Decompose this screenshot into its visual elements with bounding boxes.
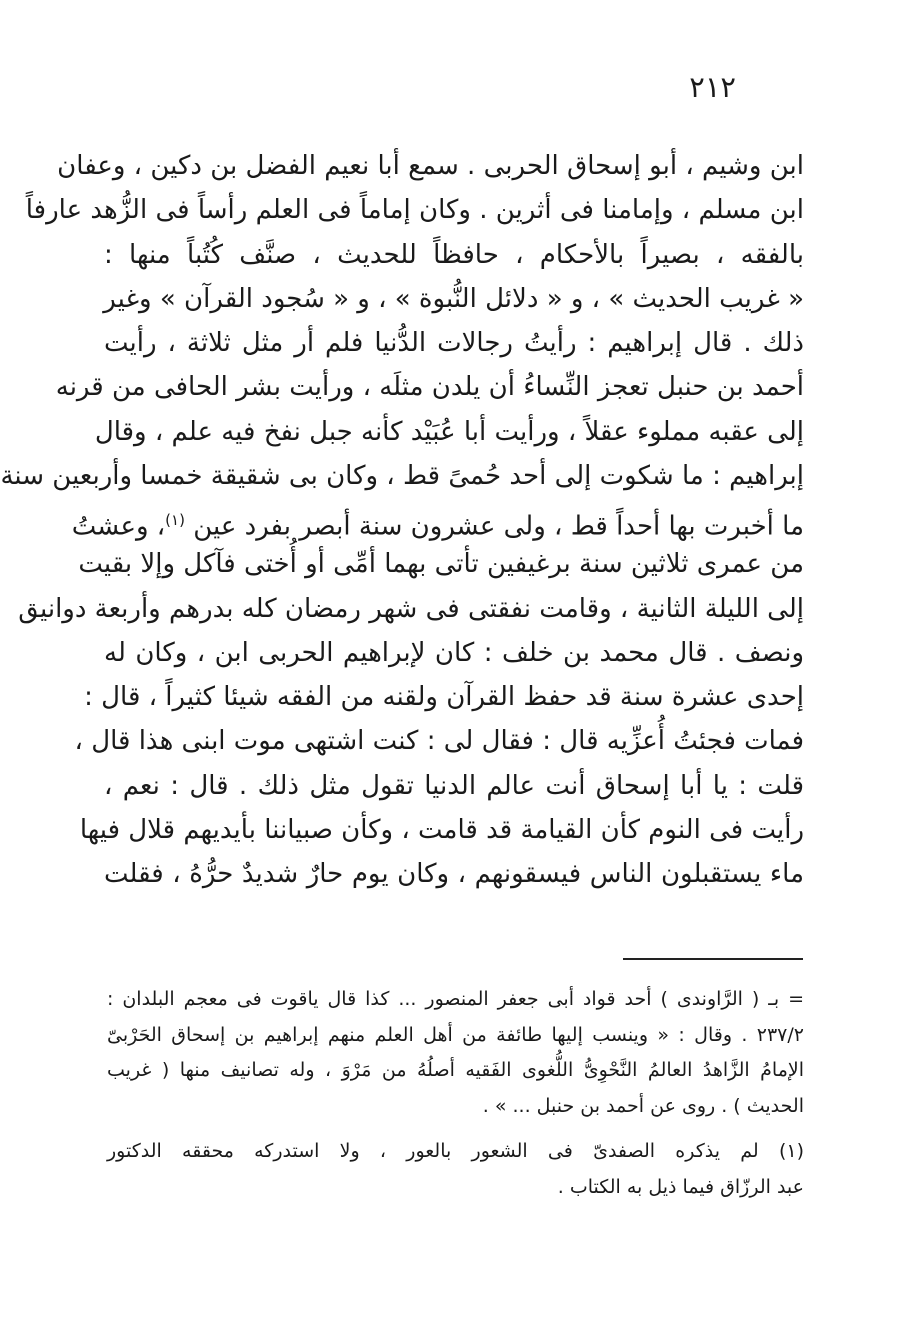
footnote-line: = بـ ( الرَّاوندى ) أحد قواد أبى جعفر المنصور ... كذا قال ياقوت فى معجم البلدان : <box>107 988 804 1010</box>
text-line: إبراهيم : ما شكوت إلى أحد حُمىً قط ، وكان بى شقيقة خمسا وأربعين سنة <box>0 460 804 491</box>
text-line: أحمد بن حنبل تعجز النِّساءُ أن يلدن مثلَه ، ورأيت بشر الحافى من قرنه <box>55 372 804 403</box>
text-line: ونصف . قال محمد بن خلف : كان لإبراهيم الحربى ابن ، وكان له <box>104 637 804 668</box>
text-segment: ما أخبرت بها أحداً قط ، ولى عشرون سنة أبصر بفرد عين <box>193 511 804 542</box>
text-line: فمات فجئتُ أُعزِّيه قال : فقال لى : كنت اشتهى موت ابنى هذا قال ، <box>74 726 804 757</box>
text-line: إلى عقبه مملوء عقلاً ، ورأيت أبا عُبَيْد كأنه جبل نفخ فيه علم ، وقال <box>94 416 804 447</box>
footnote-line: عبد الرزّاق فيما ذيل به الكتاب . <box>557 1175 804 1198</box>
text-line: « غريب الحديث » ، و « دلائل النُّبوة » ، و « سُجود القرآن » وغير <box>103 283 804 314</box>
text-line: ابن وشيم ، أبو إسحاق الحربى . سمع أبا نعيم الفضل بن دكين ، وعفان <box>57 151 804 181</box>
footnote-line: (١) لم يذكره الصفدىّ فى الشعور بالعور ، ولا استدركه محققه الدكتور <box>107 1140 804 1162</box>
text-line: إحدى عشرة سنة قد حفظ القرآن ولقنه من الفقه شيئا كثيراً ، قال : <box>84 682 804 712</box>
footnote-separator <box>623 958 803 960</box>
text-line: ذلك . قال إبراهيم : رأيتُ رجالات الدُّنيا فلم أر مثل ثلاثة ، رأيت <box>104 328 804 358</box>
footnote-marker: (١) <box>165 511 185 529</box>
footnote-gap <box>107 1124 804 1134</box>
footnote-line: الإمامُ الزَّاهدُ العالمُ النَّحْوِىُّ اللُّغوى الفَقيه أصلُهُ من مَرْوَ ، وله تصانيف منها ( غريب <box>107 1059 804 1081</box>
text-line: إلى الليلة الثانية ، وقامت نفقتى فى شهر رمضان كله بدرهم وأربعة دوانيق <box>18 593 804 624</box>
text-line: ابن مسلم ، وإمامنا فى أثرين . وكان إماماً فى العلم رأساً فى الزُّهد عارفاً <box>25 195 804 226</box>
text-line-with-footnote-ref <box>71 498 804 542</box>
text-line: بالفقه ، بصيراً بالأحكام ، حافظاً للحديث ، صنَّف كُتُباً منها : <box>104 239 804 270</box>
main-text <box>0 144 804 896</box>
footnote-line: الحديث ) . روى عن أحمد بن حنبل ... » . <box>482 1094 804 1117</box>
text-line: ماء يستقبلون الناس فيسقونهم ، وكان يوم حارٌ شديدٌ حرُّهُ ، فقلت <box>104 859 804 889</box>
text-segment: ، وعشتُ <box>71 511 166 542</box>
footnote-line: ٢٣٧/٢ . وقال : « وينسب إليها طائفة من أهل العلم منهم إبراهيم بن إسحاق الحَرْبىّ <box>107 1023 804 1046</box>
text-line: رأيت فى النوم كأن القيامة قد قامت ، وكأن صبياننا بأيديهم قلال فيها <box>79 814 804 845</box>
text-line: من عمرى ثلاثين سنة برغيفين تأتى بهما أمِّى أو أُختى فآكل وإلا بقيت <box>78 549 804 580</box>
footnotes <box>107 982 804 1205</box>
page-number: ٢١٢ <box>689 70 736 104</box>
text-line: قلت : يا أبا إسحاق أنت عالم الدنيا تقول مثل ذلك . قال : نعم ، <box>104 770 804 801</box>
